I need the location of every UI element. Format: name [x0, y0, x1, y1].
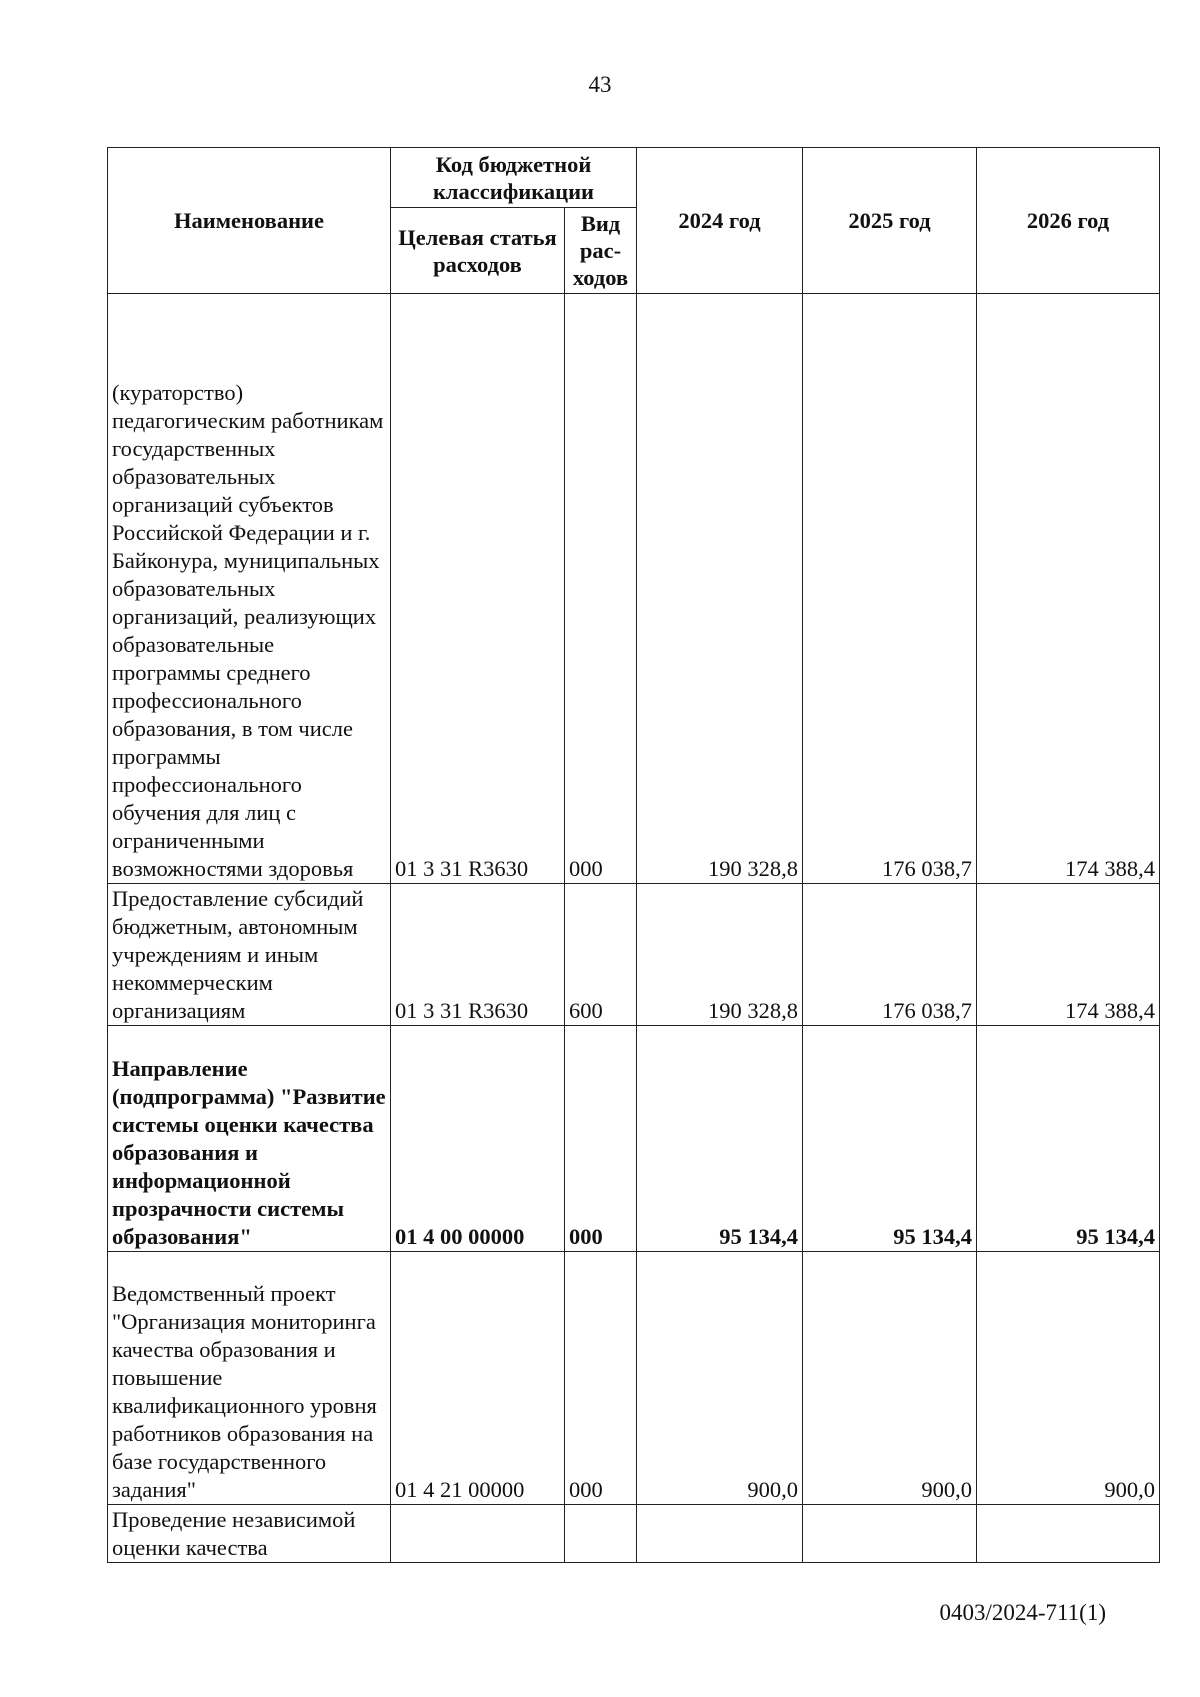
budget-table	[107, 147, 1160, 1563]
row-value-2026	[977, 1505, 1160, 1563]
header-year-2026: 2026 год	[977, 148, 1160, 294]
row-target-article: 01 4 21 00000	[391, 1252, 565, 1505]
row-name: Предоставление субсидий бюджетным, автономным учреждениям и иным некоммерческим организациям	[108, 884, 391, 1026]
row-value-2025: 176 038,7	[803, 884, 977, 1026]
row-expense-kind	[565, 1505, 637, 1563]
row-target-article: 01 3 31 R3630	[391, 294, 565, 884]
row-expense-kind: 600	[565, 884, 637, 1026]
row-value-2026: 900,0	[977, 1252, 1160, 1505]
row-target-article	[391, 1505, 565, 1563]
row-name: (кураторство) педагогическим работникам государственных образовательных организаций субъектов Российской Федерации и г. Байконура, муниципальных образовательных организаций, реализующих образовательные программы среднего профессионального образования, в том числе программы профессионального обучения для лиц с ограниченными возможностями здоровья	[108, 294, 391, 884]
row-value-2025: 176 038,7	[803, 294, 977, 884]
header-target-article: Целевая статья расходов	[391, 208, 565, 294]
row-value-2026: 95 134,4	[977, 1026, 1160, 1252]
row-expense-kind: 000	[565, 294, 637, 884]
row-value-2025	[803, 1505, 977, 1563]
table-row	[108, 1026, 1160, 1252]
row-value-2024: 190 328,8	[637, 294, 803, 884]
table-row	[108, 884, 1160, 1026]
row-target-article: 01 3 31 R3630	[391, 884, 565, 1026]
row-name: Ведомственный проект "Организация мониторинга качества образования и повышение квалификационного уровня работников образования на базе государственного задания"	[108, 1252, 391, 1505]
row-value-2025: 95 134,4	[803, 1026, 977, 1252]
row-name: Направление (подпрограмма) "Развитие системы оценки качества образования и информационной прозрачности системы образования"	[108, 1026, 391, 1252]
row-name: Проведение независимой оценки качества	[108, 1505, 391, 1563]
row-value-2024: 900,0	[637, 1252, 803, 1505]
table-row	[108, 1505, 1160, 1563]
header-year-2025: 2025 год	[803, 148, 977, 294]
row-value-2024: 95 134,4	[637, 1026, 803, 1252]
row-target-article: 01 4 00 00000	[391, 1026, 565, 1252]
row-value-2024: 190 328,8	[637, 884, 803, 1026]
row-value-2026: 174 388,4	[977, 884, 1160, 1026]
table-row	[108, 294, 1160, 884]
header-name: Наименование	[108, 148, 391, 294]
header-expense-kind: Вид рас-ходов	[565, 208, 637, 294]
row-value-2025: 900,0	[803, 1252, 977, 1505]
row-expense-kind: 000	[565, 1026, 637, 1252]
row-expense-kind: 000	[565, 1252, 637, 1505]
table-row	[108, 1252, 1160, 1505]
row-value-2024	[637, 1505, 803, 1563]
row-value-2026: 174 388,4	[977, 294, 1160, 884]
page-number: 43	[588, 72, 612, 97]
header-code-group: Код бюджетной классификации	[391, 148, 637, 208]
document-number: 0403/2024-711(1)	[939, 1600, 1106, 1625]
header-year-2024: 2024 год	[637, 148, 803, 294]
